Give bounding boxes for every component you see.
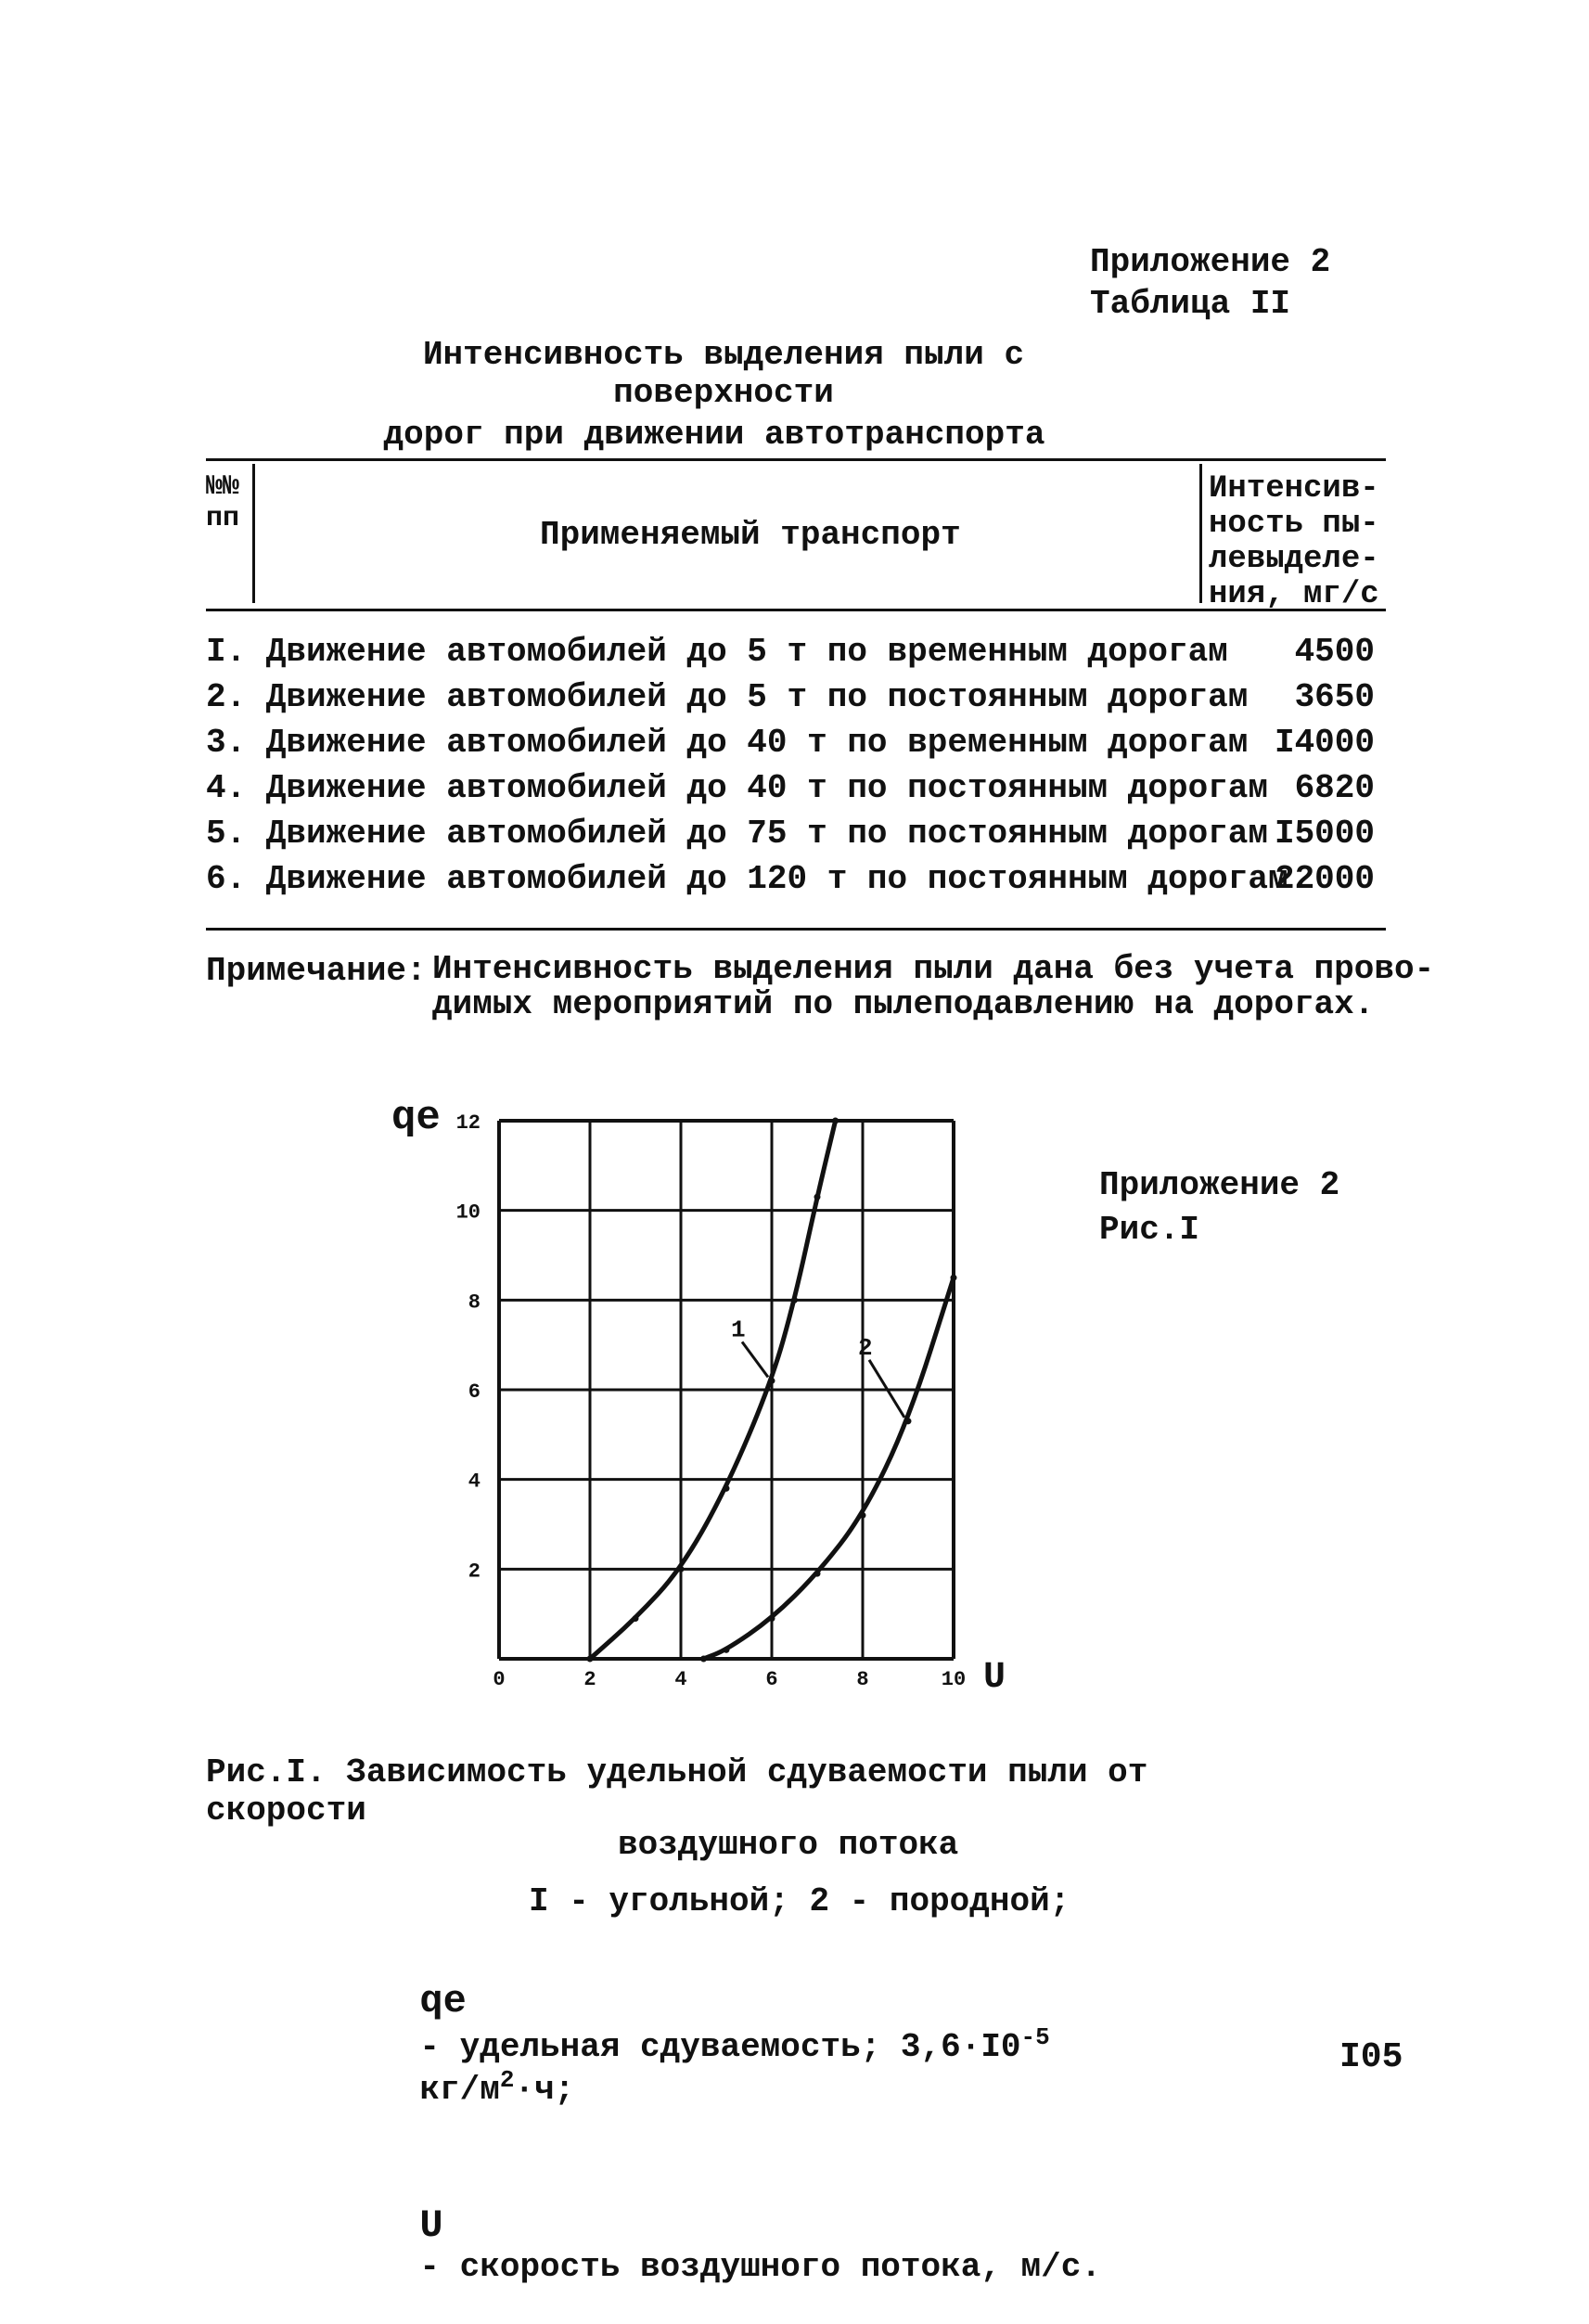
figure-appendix: Приложение 2 [1099, 1166, 1340, 1204]
series-2-point [905, 1418, 912, 1424]
y-tick-label: 12 [455, 1111, 481, 1135]
table-title-line2: дорог при движении автотранспорта [383, 416, 1045, 454]
table-row [206, 724, 1375, 768]
x-axis-label: U [983, 1657, 1006, 1699]
dust-blowing-chart [371, 1095, 1020, 1707]
y-axis-label: qe [391, 1095, 441, 1141]
caption-line4: qе - удельная сдуваемость; $3,6\cdot I0^{-5}$ $кг/м^2\cdot ч$; [419, 1979, 1050, 2109]
caption-line3: I - угольной; 2 - породной; [529, 1882, 1070, 1920]
series-1-point [678, 1566, 685, 1573]
table-header-divider-2 [1199, 464, 1202, 603]
u-symbol: U [419, 2203, 443, 2248]
table-header-divider-1 [252, 464, 255, 603]
row-text: 3. Движение автомобилей до 40 т по временным дорогам [206, 724, 1249, 762]
series-1-point [814, 1194, 821, 1201]
table-row [206, 860, 1375, 905]
header-transport: Применяемый транспорт [540, 516, 961, 554]
caption-line2: воздушного потока [618, 1826, 959, 1864]
table-row [206, 815, 1375, 859]
table-title [334, 336, 1113, 454]
series-2-point [951, 1275, 957, 1281]
x-tick-label: 4 [674, 1668, 687, 1691]
series-1-point [724, 1485, 730, 1492]
figure-label [1099, 1163, 1339, 1252]
x-tick-label: 10 [941, 1668, 967, 1691]
figure-number: Рис.I [1099, 1211, 1200, 1249]
row-text: 5. Движение автомобилей до 75 т по постоянным дорогам [206, 815, 1268, 853]
row-text: 4. Движение автомобилей до 40 т по постоянным дорогам [206, 769, 1268, 807]
series-2-point [814, 1571, 821, 1577]
y-tick-label: 8 [468, 1290, 481, 1315]
appendix-number: Приложение 2 [1090, 243, 1331, 281]
page-number: I05 [1339, 2037, 1403, 2077]
note-line2: димых мероприятий по пылеподавлению на дорогах. [432, 985, 1375, 1023]
series-1-point [791, 1297, 798, 1303]
series-1-label: 1 [731, 1316, 746, 1344]
series-2-point [860, 1512, 866, 1519]
table-bottom-rule [206, 928, 1386, 931]
row-value: I4000 [1274, 724, 1375, 762]
series-1-point [587, 1656, 594, 1663]
series-1-leader [742, 1342, 768, 1377]
x-tick-label: 6 [765, 1668, 778, 1691]
x-tick-label: 2 [583, 1668, 596, 1691]
series-2-point [769, 1615, 775, 1622]
qe-symbol: qе [419, 1979, 467, 2023]
row-text: 6. Движение автомобилей до 120 т по постоянным дорогам [206, 860, 1288, 898]
x-tick-label: 0 [493, 1668, 506, 1691]
y-tick-label: 10 [455, 1201, 481, 1225]
row-text: 2. Движение автомобилей до 5 т по постоянным дорогам [206, 678, 1249, 716]
series-1-point [832, 1118, 839, 1124]
series-2-point [724, 1647, 730, 1653]
header-num: №№ пп [206, 471, 240, 534]
y-tick-label: 2 [468, 1560, 481, 1584]
series-2-point [700, 1656, 707, 1663]
series-2-label: 2 [858, 1333, 873, 1362]
table-top-rule [206, 458, 1386, 461]
note-line1: Интенсивность выделения пыли дана без учета прово- [432, 950, 1435, 988]
header-intensity: Интенсив- ность пы- левыделе- ния, мг/с [1209, 471, 1379, 612]
figure-caption [206, 1753, 1319, 2324]
table-row [206, 769, 1375, 814]
y-tick-label: 6 [468, 1380, 481, 1404]
note-label: Примечание: [206, 952, 427, 990]
row-value: 6820 [1294, 769, 1375, 807]
x-tick-label: 8 [856, 1668, 869, 1691]
row-text: I. Движение автомобилей до 5 т по временным дорогам [206, 633, 1228, 671]
y-tick-label: 4 [468, 1470, 481, 1494]
row-value: 3650 [1294, 678, 1375, 716]
table-row [206, 678, 1375, 723]
series-1-point [633, 1615, 639, 1622]
table-number: Таблица II [1090, 285, 1291, 323]
row-value: I5000 [1274, 815, 1375, 853]
series-1-point [769, 1378, 775, 1384]
row-value: 22000 [1274, 860, 1375, 898]
table-title-line1: Интенсивность выделения пыли с поверхности [422, 336, 1025, 412]
row-value: 4500 [1294, 633, 1375, 671]
table-row [206, 633, 1375, 677]
appendix-label [1090, 243, 1330, 323]
note-text [432, 952, 1434, 1022]
caption-line1: Рис.I. Зависимость удельной сдуваемости пыли от скорости [206, 1753, 1148, 1830]
caption-line5: U - скорость воздушного потока, м/с. [419, 2203, 1101, 2286]
